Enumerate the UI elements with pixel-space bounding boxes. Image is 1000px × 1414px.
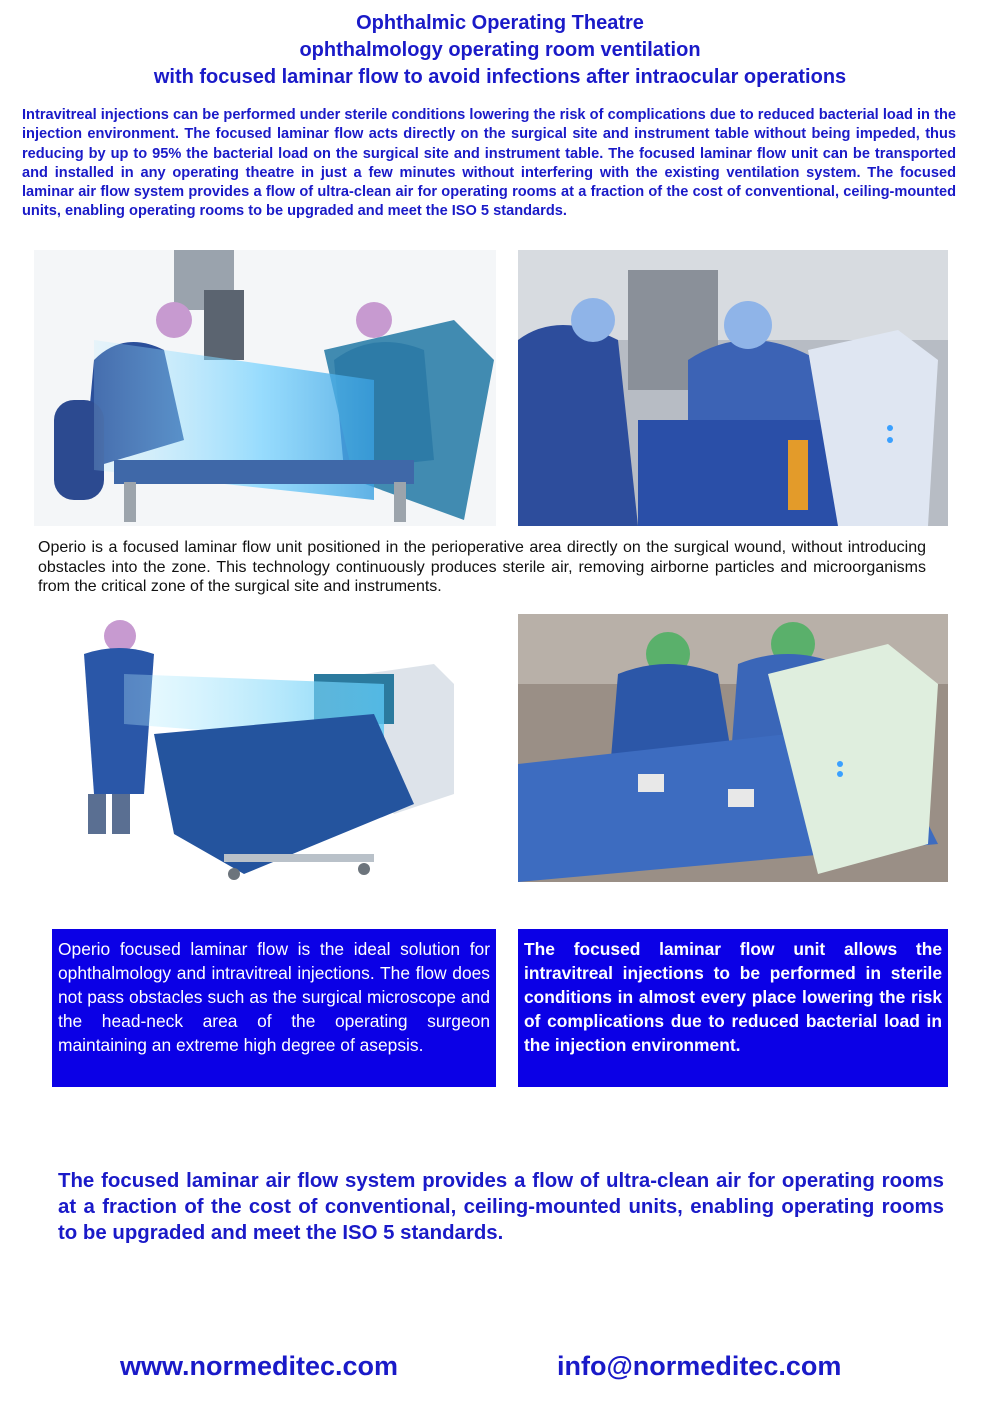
info-box-ophthalmology: Operio focused laminar flow is the ideal solution for ophthalmology and intravitreal injections. The flow does not pass obstacles such as the surgical microscope and the head-neck area of the operating surgeon maintaining an extreme high degree of asepsis. [52,929,496,1087]
title-line-3: with focused laminar flow to avoid infections after intraocular operations [153,66,847,88]
illustration-laminar-flow-unit [64,614,496,896]
title-line-2: ophthalmology operating room ventilation [299,39,701,61]
illustration-surgery-rendering [34,250,496,526]
photo-operating-room-2 [518,614,948,882]
info-box-intravitreal: The focused laminar flow unit allows the intravitreal injections to be performed in sterile conditions in almost every place lowering the risk of complications due to reduced bacterial load in the injection environment. [518,929,948,1087]
closing-statement: The focused laminar air flow system provides a flow of ultra-clean air for operating rooms at a fraction of the cost of conventional, ceiling-mounted units, enabling operating rooms to be upgraded and meet the ISO 5 standards. [58,1170,944,1244]
website-link[interactable]: www.normeditec.com [120,1351,399,1381]
caption-operio-description: Operio is a focused laminar flow unit positioned in the perioperative area directly on the surgical wound, without introducing obstacles into the zone. This technology continuously produces sterile air, removing airborne particles and microorganisms from the critical zone of the surgical site and instruments. [38,539,926,595]
title-line-1: Ophthalmic Operating Theatre [356,12,644,34]
email-link[interactable]: info@normeditec.com [557,1351,842,1381]
intro-paragraph: Intravitreal injections can be performed under sterile conditions lowering the risk of complications due to reduced bacterial load in the injection environment. The focused laminar flow acts directly on the surgical site and instrument table without being impeded, thus reducing by up to 95% the bacterial load on the surgical site and instrument table. The focused laminar flow unit can be transported and installed in any operating theatre in just a few minutes without interfering with the existing ventilation system. The focused laminar air flow system provides a flow of ultra-clean air for operating rooms at a fraction of the cost of conventional, ceiling-mounted units, enabling operating rooms to be upgraded and meet the ISO 5 standards. [22,107,956,220]
photo-operating-room-1 [518,250,948,526]
page-title [0,10,1000,91]
